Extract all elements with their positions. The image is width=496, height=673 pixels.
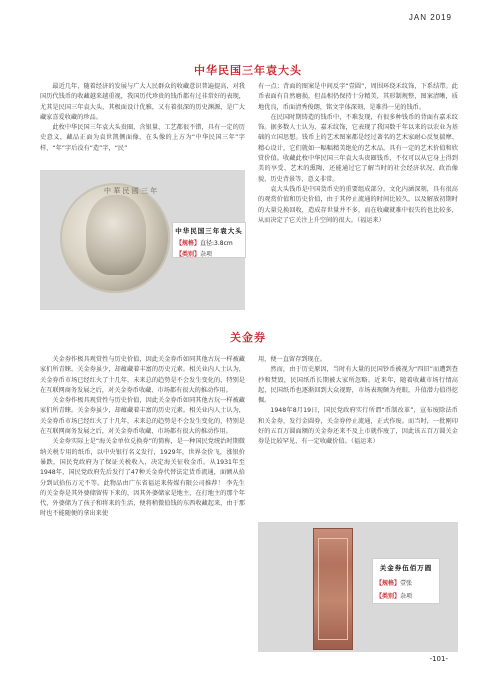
article-title-yuan-datou: 中华民国三年袁大头	[194, 64, 302, 77]
caption-title: 中华民国三年袁大头	[175, 227, 243, 235]
caption-title: 关金券伍佰万圆	[379, 564, 433, 572]
banknote-border-image	[318, 538, 348, 640]
coin-char: 三	[140, 187, 148, 195]
paragraph: 关金券实际上是“海关金单位兑换券”的简称，是一种国民党统治时期微纳关税专用的纸币，以中央银行名义发行，1929年，世界金价飞，涨银价暴跌，国民党政府为了保证关税收入，决定海关征收金币。从1931年至1948年，国民党政府先后发行了47种关金券代替法定货币流通，面额从拾分到试拾伍万元不等。此物品由广东省福运来传媒有限公司推荐！ 李先生的关金券是其外婆储留传下来的，因其外婆储家是地主，在打地主的那个年代，外婆储为了孩子和将来的生活，便将稍微值钱的东西收藏起来，由于那时也不能随便的拿出来使	[40, 438, 245, 518]
paragraph: 此枚中华民国三年袁大头贵圈，含银量、工艺都很不错，具有一定的历史意义，藏品正面为袁世凯侧面像，在头像的上方为“中华民国三年”字样，“年”字后没有“造”字，“民”	[40, 124, 245, 152]
paragraph: 在民国时期铸造的钱币中，不难发现，有很多种钱币的背面有嘉禾纹饰。据多数人士认为，嘉禾纹饰，它表现了我国数千年以来的以农业为基础的立国思想。钱币上的艺术图案都是经过著名的艺术家耐心反复揣摩、精心设计，它们就如一幅幅精美绝伦的艺术品，具有一定的艺术价值和欣赏价值。收藏此枚中华民国三年袁大头贵圈钱币，不仅可以从它身上得到美的享受、艺术的熏陶，还能通过它了解当时的社会经济状况、政治像貌、历史背景等，意义非常。	[258, 113, 458, 183]
coin-char: 年	[150, 187, 158, 195]
caption-value: 杂项	[200, 251, 213, 258]
banknote-caption	[372, 558, 440, 604]
caption-tag: 【类别】	[376, 593, 401, 600]
coin-char: 中	[104, 187, 111, 195]
caption-value: 杂项	[400, 593, 413, 600]
coin-char: 國	[131, 187, 139, 195]
caption-value: 直径:3.8cm	[200, 240, 233, 247]
paragraph: 用，便一直留存到现在。	[258, 356, 327, 363]
coin-portrait-image	[86, 195, 146, 275]
paragraph: 袁大头钱币是中国货币史的重要组成部分，文化内涵深刻，具有很高的观赏价值和历史价值，由于其停止流通的时间比较久，以及解放初期时的大量兑换回收，造成存世量并不多，而在收藏就难中很失的也比较多，从而决定了它关注上升空间的很大。（福运来）	[258, 185, 458, 224]
paragraph: 最近几年，随着经济的发展与广大人民群众的收藏意识普遍提高，对我国历代钱币的收藏越来越重视，我国历代珍贵的钱币都有过非常好的表现，尤其是民国三年袁大头，其极面设计优雅，又有着很深的历史渊源，是广大藏家喜爱收藏的珍品。	[40, 83, 245, 121]
coin-char: 民	[122, 187, 130, 195]
caption-tag: 【规格】	[376, 580, 401, 587]
paragraph: 然而，由于历史原因，当时有大量的民国钞币被视为“四旧”而遭到查抄和焚毁，民国纸币长期被大家所忽略。近来年，随着收藏市场行情高起，民国纸币也逐渐回到大众视野，市场表现颇为亮眼，升值潜力值得挖掘。	[258, 366, 458, 405]
article-title-guanjinquan: 关金券	[230, 331, 266, 344]
issue-date: JAN 2019	[408, 13, 452, 22]
article1-left-column	[40, 82, 245, 154]
paragraph: 关金券作极具观赏性与历史价值，因此关金券币如同其他古玩一样被藏家们所青睐。关金券虽少，却蕴藏着丰富的历史元素。相关业内人士认为，关金券币市场已经红火了十几年，未来总的趋势是不会发生变化的，特别是在互联网商务发展之后，对关金券币收藏、市场都有很大的推动作用。	[40, 356, 245, 394]
caption-category	[376, 591, 439, 600]
article1-right-column	[258, 82, 458, 226]
article2-left-column	[40, 355, 245, 520]
caption-spec	[176, 238, 245, 247]
caption-tag: 【规格】	[176, 240, 201, 247]
coin-caption	[172, 222, 246, 258]
coin-inscription	[104, 186, 157, 196]
coin-char: 華	[113, 187, 121, 195]
caption-spec	[376, 578, 439, 587]
paragraph: 关金券作极具观赏性与历史价值，因此关金券币如同其他古玩一样被藏家们所青睐。关金券虽少，却蕴藏着丰富的历史元素。相关业内人士认为，关金券币市场已经红火了十几年，未来总的趋势是不会发生变化的，特别是在互联网商务发展之后，对关金券币收藏、市场都有很大的推动作用。	[40, 397, 245, 436]
caption-category	[176, 249, 245, 258]
paragraph: 有一点；背面的图案是中间反字“壹圆”，周围环绕禾纹饰，下系结带。此币表面有自然磨损，但品相仍保持十分精美，其形制规整，图案清晰，质地优良，币面清秀俊朗，铭文字体深刻，是难得一见的钱币。	[258, 83, 458, 111]
caption-value: 壹张	[400, 580, 413, 587]
paragraph: 1948年8月19日，国民党政府实行所谓“币制改革”，宣布废除法币和关金券，发行金圆券，关金券停止流通，正式作废。而当时，一批刚印好的五百万圆面额的关金券还来不及上市就作废了，因此该五百万圆关金券是比较罕见、有一定收藏价值。（福运来）	[258, 407, 458, 446]
caption-tag: 【类别】	[176, 251, 201, 258]
article2-right-column	[258, 355, 458, 448]
page-number: -101-	[429, 655, 448, 663]
